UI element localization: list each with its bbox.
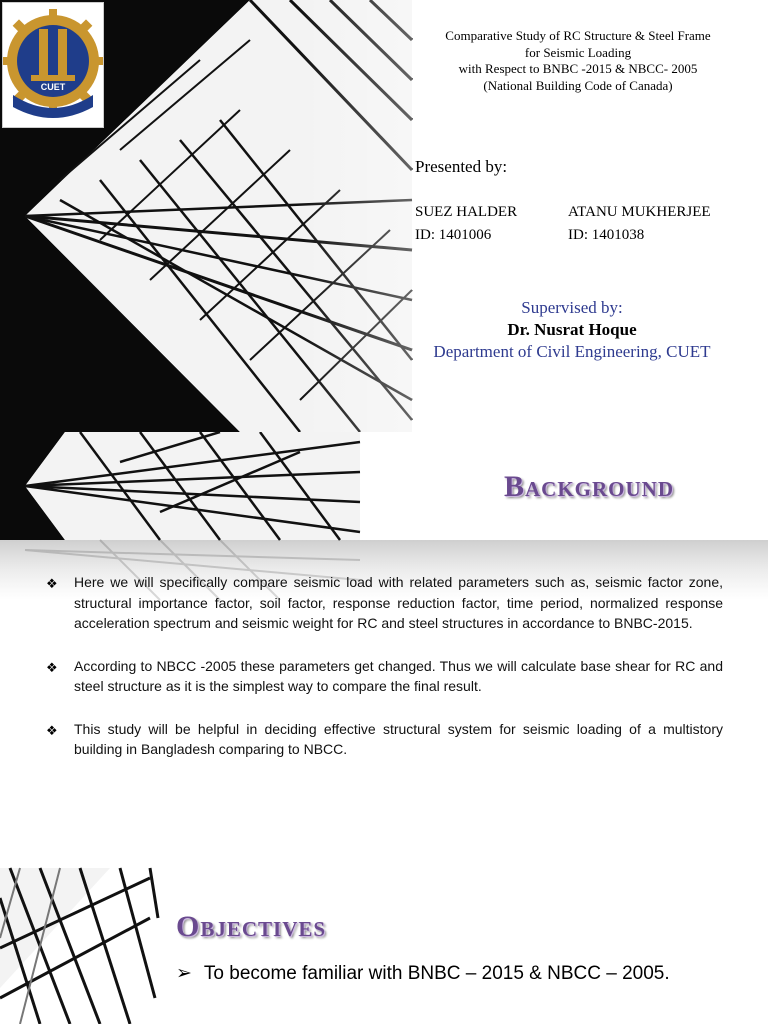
supervisor-block xyxy=(412,298,732,362)
objectives-slide xyxy=(0,838,768,1024)
background-heading: Background xyxy=(504,470,675,503)
list-item xyxy=(46,719,723,760)
list-item xyxy=(46,572,723,634)
background-slide xyxy=(0,432,768,838)
presenter-name: ATANU MUKHERJEE xyxy=(568,204,711,220)
presenter-1 xyxy=(415,201,517,247)
presented-by-label: Presented by: xyxy=(415,157,508,176)
supervisor-name: Dr. Nusrat Hoque xyxy=(507,320,637,339)
presenter-2 xyxy=(568,201,711,247)
title-line: for Seismic Loading xyxy=(524,44,632,60)
objective-text: To become familiar with BNBC – 2015 & NBCC – 2005. xyxy=(203,963,670,984)
list-item xyxy=(46,656,723,697)
supervised-by-label: Supervised by: xyxy=(521,298,623,317)
building-background-image xyxy=(0,838,768,1024)
title-slide xyxy=(0,0,768,432)
presenter-id: ID: 1401038 xyxy=(568,227,645,243)
objectives-heading: Objectives xyxy=(176,910,327,943)
presenter-id: ID: 1401006 xyxy=(415,227,492,243)
bullet-text: Here we will specifically compare seismic load with related parameters such as, seismic factor zone, structural importance factor, soil factor, response reduction factor, time period, normalized response acceleration spectrum and seismic weight for RC and steel structures in accordance to BNBC-2015. xyxy=(74,574,723,631)
title-line: (National Building Code of Canada) xyxy=(483,77,673,93)
presentation-title xyxy=(416,28,740,94)
bullet-text: According to NBCC -2005 these parameters get changed. Thus we will calculate base shear for RC and steel structure as it is the simplest way to compare the final result. xyxy=(74,657,723,694)
arrow-bullet-icon: ➢ xyxy=(176,963,192,984)
list-item xyxy=(176,962,670,985)
presenter-name: SUEZ HALDER xyxy=(415,204,518,220)
svg-text:CUET: CUET xyxy=(40,82,66,92)
title-line: Comparative Study of RC Structure & Steel Frame xyxy=(445,28,711,43)
cuet-logo xyxy=(2,2,104,128)
diamond-bullet-icon: ❖ xyxy=(46,659,58,675)
diamond-bullet-icon: ❖ xyxy=(46,576,58,591)
title-line: with Respect to BNBC -2015 & NBCC- 2005 xyxy=(458,61,698,76)
diamond-bullet-icon: ❖ xyxy=(46,722,58,738)
background-bullet-list xyxy=(46,572,723,782)
bullet-text: This study will be helpful in deciding effective structural system for seismic loading of a multistory building in Bangladesh comparing to NBCC. xyxy=(74,720,723,757)
department-name: Department of Civil Engineering, CUET xyxy=(433,342,711,361)
